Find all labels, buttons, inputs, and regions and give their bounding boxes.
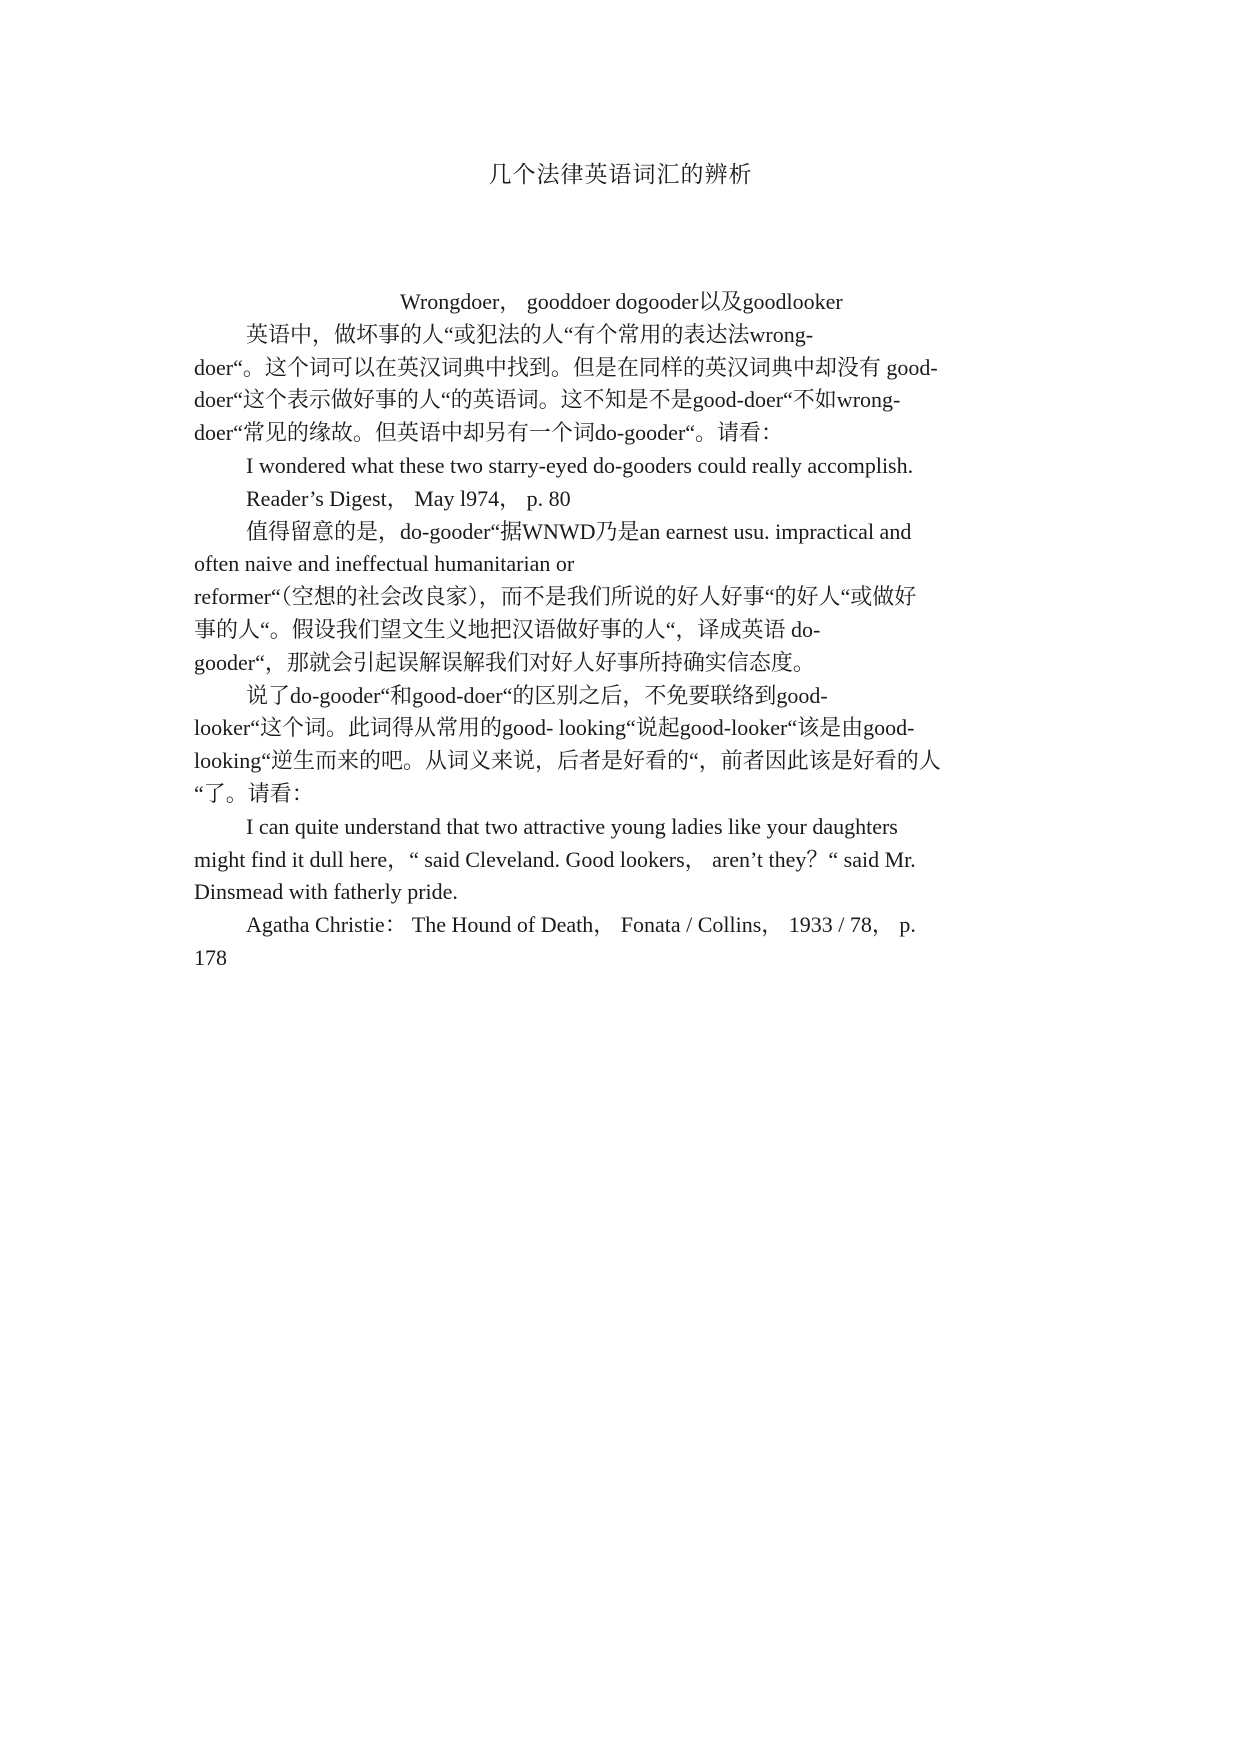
quote-line: Dinsmead with fatherly pride. bbox=[194, 879, 458, 905]
citation-line: Reader’s Digest， May l974， p. 80 bbox=[246, 485, 571, 511]
text-line: 说了do-gooder“和good-doer“的区别之后，不免要联络到good- bbox=[246, 682, 828, 708]
citation-line: 178 bbox=[194, 944, 227, 970]
text-line: doer“常见的缘故。但英语中却另有一个词do-gooder“。请看： bbox=[194, 420, 784, 446]
text-line: 值得留意的是，do-gooder“据WNWD乃是an earnest usu. impractical and bbox=[246, 518, 912, 544]
text-line: reformer“（空想的社会改良家），而不是我们所说的好人好事“的好人“或做好 bbox=[194, 584, 917, 610]
section-heading: Wrongdoer， gooddoer dogooder以及goodlooker bbox=[400, 289, 843, 314]
text-line: looker“这个词。此词得从常用的good- looking“说起good-looker“该是由good- bbox=[194, 715, 915, 741]
text-line: 事的人“。假设我们望文生义地把汉语做好事的人“，译成英语 do- bbox=[194, 616, 821, 642]
text-line: looking“逆生而来的吧。从词义来说，后者是好看的“，前者因此该是好看的人 bbox=[194, 748, 941, 774]
quote-line: might find it dull here，“ said Cleveland. Good lookers， aren’t they？“ said Mr. bbox=[194, 846, 916, 872]
quote-line: I can quite understand that two attractive young ladies like your daughters bbox=[246, 813, 898, 839]
quote-line: I wondered what these two starry-eyed do-gooders could really accomplish. bbox=[246, 452, 914, 478]
text-line: often naive and ineffectual humanitarian or bbox=[194, 551, 575, 577]
text-line: doer“。这个词可以在英汉词典中找到。但是在同样的英汉词典中却没有 good- bbox=[194, 354, 938, 380]
text-line: gooder“，那就会引起误解误解我们对好人好事所持确实信态度。 bbox=[194, 649, 815, 675]
text-line: doer“这个表示做好事的人“的英语词。这不知是不是good-doer“不如wrong- bbox=[194, 387, 901, 413]
document-title: 几个法律英语词汇的辨析 bbox=[488, 162, 753, 187]
text-line: “了。请看： bbox=[194, 780, 314, 806]
document-body bbox=[194, 286, 1044, 975]
citation-line: Agatha Christie： The Hound of Death， Fonata / Collins， 1933 / 78， p. bbox=[246, 912, 916, 938]
text-line: 英语中，做坏事的人“或犯法的人“有个常用的表达法wrong- bbox=[246, 321, 814, 347]
